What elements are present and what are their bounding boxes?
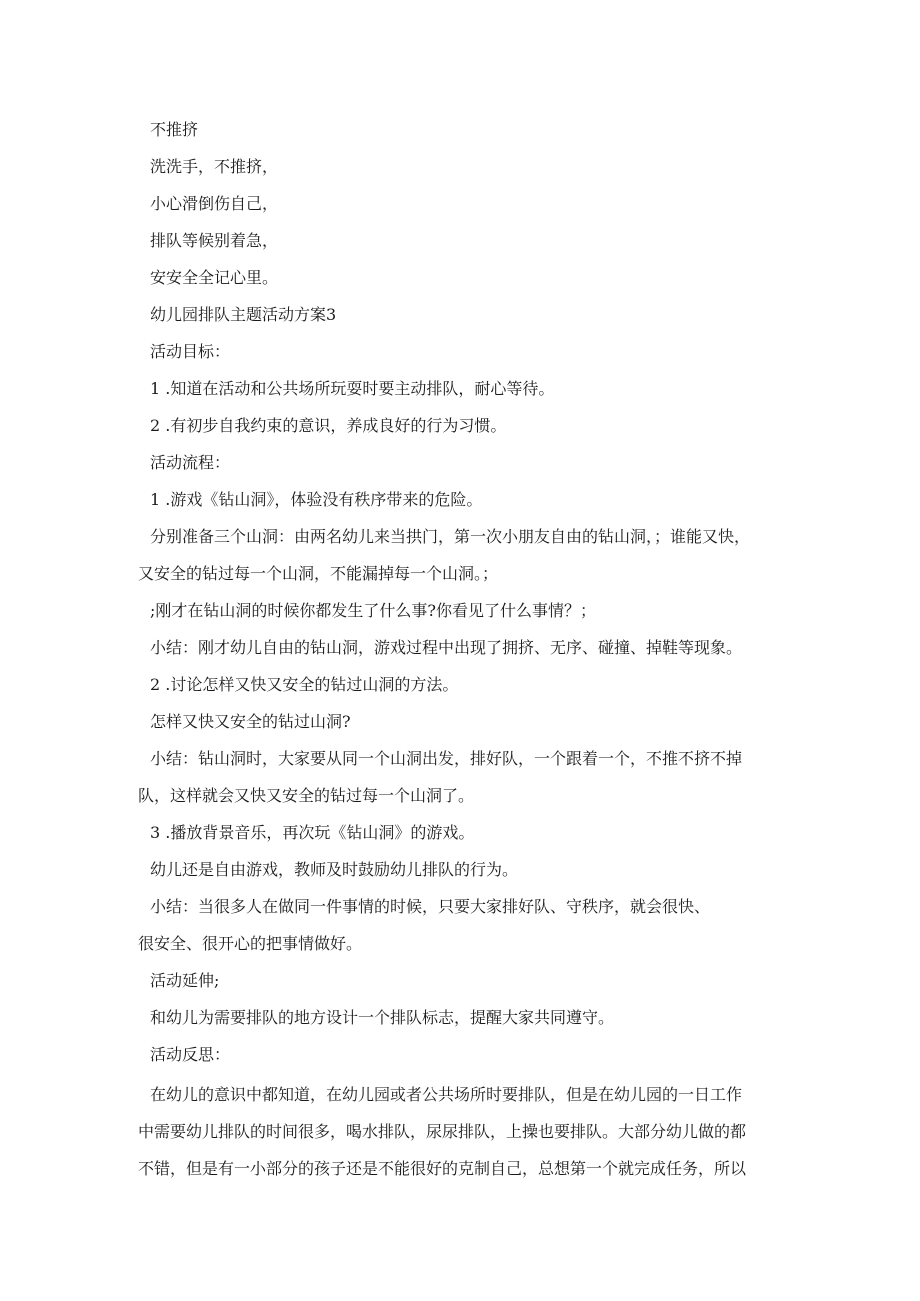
text-line: 不错，但是有一小部分的孩子还是不能很好的克制自己，总想第一个就完成任务，所以 <box>138 1159 747 1178</box>
text-line: 怎样又快又安全的钻过山洞? <box>150 712 351 731</box>
text-line: 小结：钻山洞时，大家要从同一个山洞出发，排好队，一个跟着一个，不推不挤不掉 <box>150 749 743 768</box>
text-line: ;刚才在钻山洞的时候你都发生了什么事?你看见了什么事情？； <box>150 601 596 620</box>
text-line: 2 .讨论怎样又快又安全的钻过山洞的方法。 <box>150 675 459 694</box>
text-line: 很安全、很开心的把事情做好。 <box>138 934 363 953</box>
section-title: 幼儿园排队主题活动方案3 <box>150 305 337 324</box>
text-line: 1 .知道在活动和公共场所玩耍时要主动排队，耐心等待。 <box>150 379 555 398</box>
text-line: 在幼儿的意识中都知道，在幼儿园或者公共场所时要排队，但是在幼儿园的一日工作 <box>150 1085 743 1104</box>
text-line: 中需要幼儿排队的时间很多，喝水排队，尿尿排队，上操也要排队。大部分幼儿做的都 <box>138 1122 747 1141</box>
text-line: 小心滑倒伤自己， <box>150 194 279 213</box>
text-line: 3 .播放背景音乐，再次玩《钻山洞》的游戏。 <box>150 823 475 842</box>
text-line: 2 .有初步自我约束的意识，养成良好的行为习惯。 <box>150 416 507 435</box>
text-line: 分别准备三个山洞：由两名幼儿来当拱门，第一次小朋友自由的钻山洞，；谁能又快， <box>150 527 751 546</box>
text-line: 和幼儿为需要排队的地方设计一个排队标志，提醒大家共同遵守。 <box>150 1008 615 1027</box>
text-line: 1 .游戏《钻山洞》，体验没有秩序带来的危险。 <box>150 490 483 509</box>
text-line: 活动目标： <box>150 342 231 361</box>
text-line: 幼儿还是自由游戏，教师及时鼓励幼儿排队的行为。 <box>150 860 519 879</box>
text-line: 洗洗手，不推挤， <box>150 157 279 176</box>
text-line: 队，这样就会又快又安全的钻过每一个山洞了。 <box>138 786 475 805</box>
text-line: 不推挤 <box>150 120 199 139</box>
text-line: 活动延伸; <box>150 971 220 990</box>
text-line: 小结：刚才幼儿自由的钻山洞，游戏过程中出现了拥挤、无序、碰撞、掉鞋等现象。 <box>150 638 743 657</box>
text-line: 小结：当很多人在做同一件事情的时候，只要大家排好队、守秩序，就会很快、 <box>150 897 711 916</box>
text-line: 又安全的钻过每一个山洞，不能漏掉每一个山洞。； <box>138 564 499 583</box>
text-line: 活动流程： <box>150 453 231 472</box>
text-line: 排队等候别着急， <box>150 231 279 250</box>
text-line: 安安全全记心里。 <box>150 268 279 287</box>
text-line: 活动反思： <box>150 1045 231 1064</box>
